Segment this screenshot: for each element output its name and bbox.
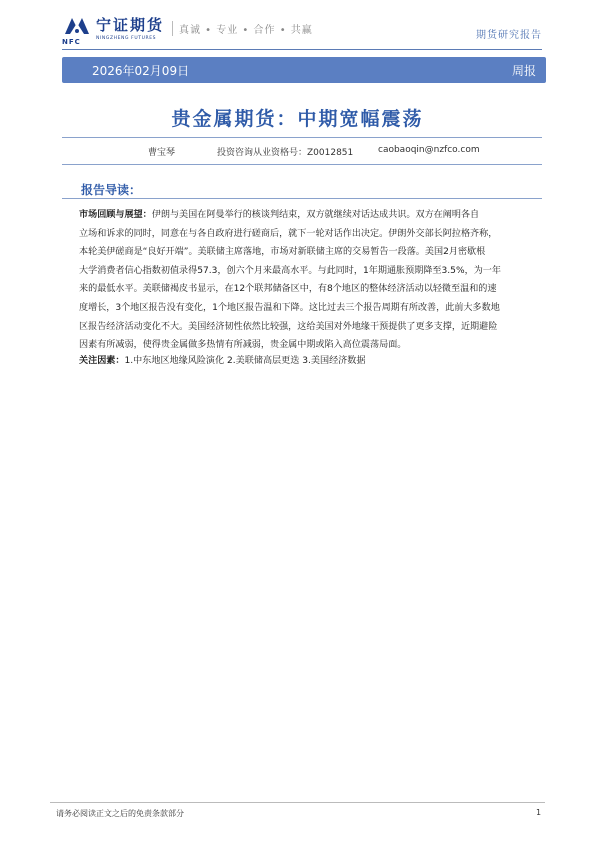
author-info-bar bbox=[62, 137, 542, 165]
logo-english-name: NINGZHENG FUTURES bbox=[96, 36, 157, 41]
section-divider bbox=[62, 198, 542, 199]
author-qualification: 投资咨询从业资格号：Z0012851 bbox=[217, 148, 354, 158]
paragraph-line: 大学消费者信心指数初值录得57.3，创六个月来最高水平。与此同时，1年期通胀预期降至3.5%，为一年 bbox=[79, 265, 501, 276]
paragraph-line: 本轮美伊磋商是“良好开端”。美联储主席落地，市场对新联储主席的交易暂告一段落。美国2月密歇根 bbox=[79, 247, 486, 258]
market-review-paragraph bbox=[79, 206, 543, 355]
focus-factors bbox=[79, 353, 365, 366]
paragraph-line: 区报告经济活动变化不大。美国经济韧性依然比较强，这给美国对外地缘干预提供了更多支撑，近期避险 bbox=[79, 321, 498, 332]
paragraph-line: 立场和诉求的同时，同意在与各自政府进行磋商后，就下一轮对话作出决定。伊朗外交部长阿拉格齐称， bbox=[79, 228, 498, 239]
company-logo bbox=[62, 12, 172, 46]
section-title: 报告导读： bbox=[81, 183, 142, 197]
page-header bbox=[62, 12, 542, 46]
report-category: 期货研究报告 bbox=[476, 30, 542, 41]
report-period: 周报 bbox=[511, 64, 536, 78]
paragraph-line: 因素有所减弱，使得贵金属做多热情有所减弱，贵金属中期或陷入高位震荡局面。 bbox=[79, 340, 407, 351]
date-banner bbox=[62, 57, 546, 83]
paragraph-line bbox=[79, 206, 543, 225]
logo-chinese-name: 宁证期货 bbox=[96, 16, 165, 34]
author-email: caobaoqin@nzfco.com bbox=[378, 145, 480, 155]
paragraph-line-text: 伊朗与美国在阿曼举行的核谈判结束，双方就继续对话达成共识。双方在阐明各自 bbox=[151, 210, 480, 220]
author-name: 曹宝琴 bbox=[148, 148, 176, 158]
footer-divider bbox=[50, 802, 545, 803]
paragraph-lead: 市场回顾与展望： bbox=[79, 210, 152, 220]
focus-text: 1.中东地区地缘风险演化 2.美联储高层更迭 3.美国经济数据 bbox=[124, 356, 366, 366]
logo-abbreviation: NFC bbox=[62, 38, 81, 46]
footer-disclaimer: 请务必阅读正文之后的免责条款部分 bbox=[56, 809, 184, 818]
report-date: 2026年02月09日 bbox=[92, 64, 190, 78]
company-slogan: 真诚 • 专业 • 合作 • 共赢 bbox=[172, 21, 313, 36]
paragraph-line: 度增长，3个地区报告没有变化，1个地区报告温和下降。这比过去三个报告周期有所改善，此前大多数地 bbox=[79, 302, 500, 313]
page-number: 1 bbox=[536, 808, 542, 817]
report-title: 贵金属期货：中期宽幅震荡 bbox=[171, 108, 424, 130]
focus-lead: 关注因素： bbox=[79, 356, 125, 366]
logo-mark-icon bbox=[62, 14, 92, 38]
header-divider bbox=[62, 49, 542, 50]
paragraph-line: 来的最低水平。美联储褐皮书显示，在12个联邦储备区中，有8个地区的整体经济活动以轻微至温和的速 bbox=[79, 284, 497, 295]
